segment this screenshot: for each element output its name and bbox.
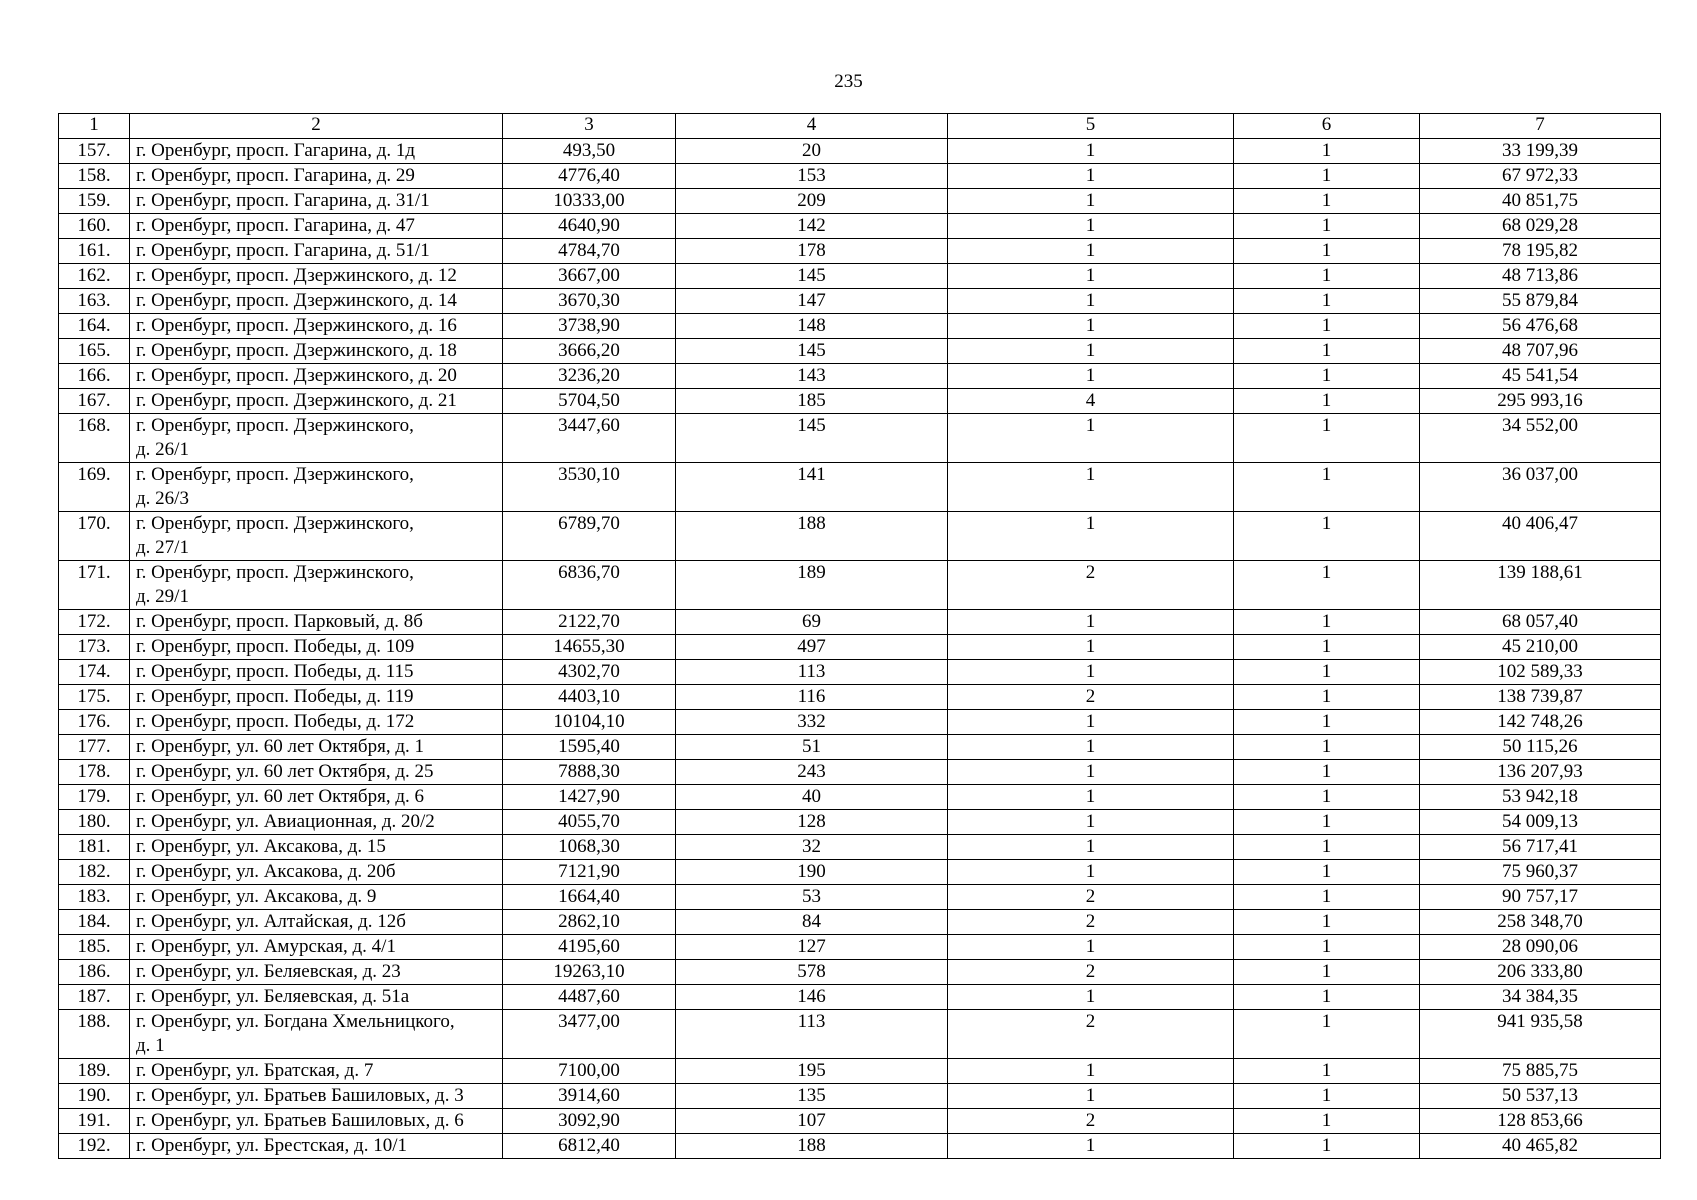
row-number: 171. <box>59 561 130 610</box>
table-row <box>59 635 1661 660</box>
col5-cell: 2 <box>948 960 1234 985</box>
address-cell: г. Оренбург, ул. Авиационная, д. 20/2 <box>130 810 503 835</box>
area-cell: 19263,10 <box>503 960 676 985</box>
amount-cell: 45 210,00 <box>1420 635 1661 660</box>
row-number: 181. <box>59 835 130 860</box>
row-number: 191. <box>59 1109 130 1134</box>
table-row <box>59 785 1661 810</box>
amount-cell: 75 960,37 <box>1420 860 1661 885</box>
area-cell: 3530,10 <box>503 463 676 512</box>
amount-cell: 28 090,06 <box>1420 935 1661 960</box>
row-number: 183. <box>59 885 130 910</box>
address-cell: г. Оренбург, просп. Дзержинского, д. 26/1 <box>130 414 503 463</box>
amount-cell: 138 739,87 <box>1420 685 1661 710</box>
col6-cell: 1 <box>1234 561 1420 610</box>
address-cell: г. Оренбург, ул. Амурская, д. 4/1 <box>130 935 503 960</box>
area-cell: 4302,70 <box>503 660 676 685</box>
row-number: 179. <box>59 785 130 810</box>
table-row <box>59 935 1661 960</box>
row-number: 157. <box>59 139 130 164</box>
count-cell: 84 <box>676 910 948 935</box>
row-number: 159. <box>59 189 130 214</box>
amount-cell: 40 851,75 <box>1420 189 1661 214</box>
col6-cell: 1 <box>1234 1109 1420 1134</box>
amount-cell: 67 972,33 <box>1420 164 1661 189</box>
row-number: 174. <box>59 660 130 685</box>
col6-cell: 1 <box>1234 785 1420 810</box>
table-row <box>59 710 1661 735</box>
amount-cell: 75 885,75 <box>1420 1059 1661 1084</box>
row-number: 169. <box>59 463 130 512</box>
count-cell: 188 <box>676 512 948 561</box>
count-cell: 189 <box>676 561 948 610</box>
col6-cell: 1 <box>1234 389 1420 414</box>
row-number: 188. <box>59 1010 130 1059</box>
col5-cell: 1 <box>948 339 1234 364</box>
count-cell: 146 <box>676 985 948 1010</box>
amount-cell: 136 207,93 <box>1420 760 1661 785</box>
address-cell: г. Оренбург, просп. Победы, д. 119 <box>130 685 503 710</box>
address-cell: г. Оренбург, ул. Богдана Хмельницкого, д. 1 <box>130 1010 503 1059</box>
amount-cell: 34 384,35 <box>1420 985 1661 1010</box>
count-cell: 145 <box>676 339 948 364</box>
count-cell: 53 <box>676 885 948 910</box>
count-cell: 578 <box>676 960 948 985</box>
row-number: 165. <box>59 339 130 364</box>
amount-cell: 54 009,13 <box>1420 810 1661 835</box>
amount-cell: 50 537,13 <box>1420 1084 1661 1109</box>
amount-cell: 50 115,26 <box>1420 735 1661 760</box>
count-cell: 113 <box>676 1010 948 1059</box>
col5-cell: 1 <box>948 760 1234 785</box>
amount-cell: 40 465,82 <box>1420 1134 1661 1159</box>
address-cell: г. Оренбург, ул. Алтайская, д. 12б <box>130 910 503 935</box>
amount-cell: 295 993,16 <box>1420 389 1661 414</box>
col6-cell: 1 <box>1234 610 1420 635</box>
area-cell: 3667,00 <box>503 264 676 289</box>
col5-cell: 1 <box>948 414 1234 463</box>
col5-cell: 1 <box>948 735 1234 760</box>
col6-cell: 1 <box>1234 164 1420 189</box>
count-cell: 143 <box>676 364 948 389</box>
row-number: 185. <box>59 935 130 960</box>
area-cell: 1664,40 <box>503 885 676 910</box>
area-cell: 4784,70 <box>503 239 676 264</box>
table-row <box>59 760 1661 785</box>
table-row <box>59 561 1661 610</box>
table-row <box>59 1109 1661 1134</box>
registry-table <box>58 113 1661 1159</box>
area-cell: 3477,00 <box>503 1010 676 1059</box>
col5-cell: 4 <box>948 389 1234 414</box>
row-number: 189. <box>59 1059 130 1084</box>
amount-cell: 102 589,33 <box>1420 660 1661 685</box>
col6-cell: 1 <box>1234 710 1420 735</box>
area-cell: 3092,90 <box>503 1109 676 1134</box>
count-cell: 185 <box>676 389 948 414</box>
count-cell: 135 <box>676 1084 948 1109</box>
table-row <box>59 214 1661 239</box>
col5-cell: 1 <box>948 164 1234 189</box>
table-row <box>59 414 1661 463</box>
area-cell: 3236,20 <box>503 364 676 389</box>
amount-cell: 68 057,40 <box>1420 610 1661 635</box>
address-cell: г. Оренбург, просп. Гагарина, д. 47 <box>130 214 503 239</box>
col6-cell: 1 <box>1234 364 1420 389</box>
col5-cell: 1 <box>948 512 1234 561</box>
col6-cell: 1 <box>1234 1010 1420 1059</box>
count-cell: 141 <box>676 463 948 512</box>
table-row <box>59 512 1661 561</box>
col6-cell: 1 <box>1234 660 1420 685</box>
amount-cell: 45 541,54 <box>1420 364 1661 389</box>
table-row <box>59 610 1661 635</box>
address-cell: г. Оренбург, просп. Дзержинского, д. 20 <box>130 364 503 389</box>
address-cell: г. Оренбург, просп. Дзержинского, д. 14 <box>130 289 503 314</box>
count-cell: 20 <box>676 139 948 164</box>
row-number: 177. <box>59 735 130 760</box>
col5-cell: 2 <box>948 1109 1234 1134</box>
count-cell: 142 <box>676 214 948 239</box>
row-number: 187. <box>59 985 130 1010</box>
col6-cell: 1 <box>1234 314 1420 339</box>
col5-cell: 1 <box>948 860 1234 885</box>
count-cell: 116 <box>676 685 948 710</box>
row-number: 163. <box>59 289 130 314</box>
row-number: 162. <box>59 264 130 289</box>
col5-cell: 1 <box>948 710 1234 735</box>
table-row <box>59 685 1661 710</box>
row-number: 178. <box>59 760 130 785</box>
amount-cell: 68 029,28 <box>1420 214 1661 239</box>
page-number: 235 <box>834 71 863 92</box>
col6-cell: 1 <box>1234 239 1420 264</box>
area-cell: 6836,70 <box>503 561 676 610</box>
address-cell: г. Оренбург, ул. Аксакова, д. 20б <box>130 860 503 885</box>
row-number: 172. <box>59 610 130 635</box>
col6-cell: 1 <box>1234 635 1420 660</box>
col5-cell: 1 <box>948 314 1234 339</box>
col5-cell: 2 <box>948 561 1234 610</box>
area-cell: 1068,30 <box>503 835 676 860</box>
count-cell: 243 <box>676 760 948 785</box>
address-cell: г. Оренбург, просп. Гагарина, д. 29 <box>130 164 503 189</box>
col5-cell: 1 <box>948 635 1234 660</box>
col5-cell: 1 <box>948 214 1234 239</box>
address-cell: г. Оренбург, просп. Дзержинского, д. 16 <box>130 314 503 339</box>
count-cell: 190 <box>676 860 948 885</box>
count-cell: 113 <box>676 660 948 685</box>
area-cell: 3738,90 <box>503 314 676 339</box>
count-cell: 51 <box>676 735 948 760</box>
area-cell: 7100,00 <box>503 1059 676 1084</box>
table-row <box>59 1084 1661 1109</box>
col5-cell: 1 <box>948 935 1234 960</box>
table-row <box>59 189 1661 214</box>
count-cell: 153 <box>676 164 948 189</box>
col5-cell: 2 <box>948 910 1234 935</box>
area-cell: 1427,90 <box>503 785 676 810</box>
amount-cell: 36 037,00 <box>1420 463 1661 512</box>
address-cell: г. Оренбург, просп. Гагарина, д. 31/1 <box>130 189 503 214</box>
table-row <box>59 164 1661 189</box>
column-header: 3 <box>503 114 676 139</box>
table-row <box>59 239 1661 264</box>
area-cell: 4195,60 <box>503 935 676 960</box>
table-row <box>59 264 1661 289</box>
col6-cell: 1 <box>1234 214 1420 239</box>
row-number: 186. <box>59 960 130 985</box>
col6-cell: 1 <box>1234 264 1420 289</box>
col5-cell: 1 <box>948 264 1234 289</box>
area-cell: 6812,40 <box>503 1134 676 1159</box>
address-cell: г. Оренбург, ул. Братская, д. 7 <box>130 1059 503 1084</box>
col6-cell: 1 <box>1234 985 1420 1010</box>
column-header: 1 <box>59 114 130 139</box>
col5-cell: 1 <box>948 985 1234 1010</box>
address-cell: г. Оренбург, ул. Братьев Башиловых, д. 6 <box>130 1109 503 1134</box>
area-cell: 7888,30 <box>503 760 676 785</box>
address-cell: г. Оренбург, просп. Победы, д. 109 <box>130 635 503 660</box>
address-cell: г. Оренбург, просп. Гагарина, д. 51/1 <box>130 239 503 264</box>
area-cell: 4055,70 <box>503 810 676 835</box>
row-number: 190. <box>59 1084 130 1109</box>
row-number: 167. <box>59 389 130 414</box>
col6-cell: 1 <box>1234 1059 1420 1084</box>
count-cell: 332 <box>676 710 948 735</box>
area-cell: 3447,60 <box>503 414 676 463</box>
row-number: 192. <box>59 1134 130 1159</box>
area-cell: 7121,90 <box>503 860 676 885</box>
area-cell: 4403,10 <box>503 685 676 710</box>
address-cell: г. Оренбург, просп. Гагарина, д. 1д <box>130 139 503 164</box>
address-cell: г. Оренбург, просп. Дзержинского, д. 29/1 <box>130 561 503 610</box>
table-row <box>59 364 1661 389</box>
col6-cell: 1 <box>1234 339 1420 364</box>
address-cell: г. Оренбург, ул. Аксакова, д. 15 <box>130 835 503 860</box>
col5-cell: 1 <box>948 239 1234 264</box>
row-number: 160. <box>59 214 130 239</box>
row-number: 168. <box>59 414 130 463</box>
col5-cell: 1 <box>948 785 1234 810</box>
table-row <box>59 1010 1661 1059</box>
col5-cell: 1 <box>948 835 1234 860</box>
table-row <box>59 463 1661 512</box>
col5-cell: 1 <box>948 610 1234 635</box>
row-number: 176. <box>59 710 130 735</box>
count-cell: 178 <box>676 239 948 264</box>
count-cell: 148 <box>676 314 948 339</box>
table-row <box>59 339 1661 364</box>
col6-cell: 1 <box>1234 685 1420 710</box>
address-cell: г. Оренбург, ул. Беляевская, д. 51а <box>130 985 503 1010</box>
col6-cell: 1 <box>1234 960 1420 985</box>
row-number: 182. <box>59 860 130 885</box>
col6-cell: 1 <box>1234 512 1420 561</box>
address-cell: г. Оренбург, просп. Парковый, д. 8б <box>130 610 503 635</box>
table-body <box>59 139 1661 1159</box>
amount-cell: 78 195,82 <box>1420 239 1661 264</box>
amount-cell: 55 879,84 <box>1420 289 1661 314</box>
count-cell: 69 <box>676 610 948 635</box>
table-row <box>59 735 1661 760</box>
col5-cell: 1 <box>948 810 1234 835</box>
table-row <box>59 985 1661 1010</box>
area-cell: 3914,60 <box>503 1084 676 1109</box>
col6-cell: 1 <box>1234 1134 1420 1159</box>
address-cell: г. Оренбург, просп. Дзержинского, д. 18 <box>130 339 503 364</box>
row-number: 158. <box>59 164 130 189</box>
address-cell: г. Оренбург, ул. Беляевская, д. 23 <box>130 960 503 985</box>
col6-cell: 1 <box>1234 139 1420 164</box>
column-header: 2 <box>130 114 503 139</box>
count-cell: 145 <box>676 264 948 289</box>
amount-cell: 139 188,61 <box>1420 561 1661 610</box>
table-row <box>59 660 1661 685</box>
area-cell: 6789,70 <box>503 512 676 561</box>
col5-cell: 2 <box>948 685 1234 710</box>
column-header: 4 <box>676 114 948 139</box>
count-cell: 497 <box>676 635 948 660</box>
col6-cell: 1 <box>1234 885 1420 910</box>
col6-cell: 1 <box>1234 910 1420 935</box>
col6-cell: 1 <box>1234 189 1420 214</box>
column-header: 5 <box>948 114 1234 139</box>
row-number: 184. <box>59 910 130 935</box>
table-header-row <box>59 114 1661 139</box>
table-row <box>59 960 1661 985</box>
address-cell: г. Оренбург, ул. 60 лет Октября, д. 25 <box>130 760 503 785</box>
col5-cell: 2 <box>948 1010 1234 1059</box>
amount-cell: 53 942,18 <box>1420 785 1661 810</box>
col6-cell: 1 <box>1234 835 1420 860</box>
address-cell: г. Оренбург, просп. Дзержинского, д. 12 <box>130 264 503 289</box>
col6-cell: 1 <box>1234 760 1420 785</box>
row-number: 180. <box>59 810 130 835</box>
col6-cell: 1 <box>1234 289 1420 314</box>
area-cell: 3670,30 <box>503 289 676 314</box>
col5-cell: 1 <box>948 189 1234 214</box>
count-cell: 147 <box>676 289 948 314</box>
col6-cell: 1 <box>1234 414 1420 463</box>
count-cell: 107 <box>676 1109 948 1134</box>
table-row <box>59 389 1661 414</box>
address-cell: г. Оренбург, ул. Аксакова, д. 9 <box>130 885 503 910</box>
table-row <box>59 139 1661 164</box>
table-row <box>59 1059 1661 1084</box>
count-cell: 127 <box>676 935 948 960</box>
count-cell: 145 <box>676 414 948 463</box>
col6-cell: 1 <box>1234 860 1420 885</box>
amount-cell: 206 333,80 <box>1420 960 1661 985</box>
col6-cell: 1 <box>1234 735 1420 760</box>
area-cell: 2122,70 <box>503 610 676 635</box>
amount-cell: 33 199,39 <box>1420 139 1661 164</box>
col5-cell: 1 <box>948 1084 1234 1109</box>
col5-cell: 2 <box>948 885 1234 910</box>
col5-cell: 1 <box>948 1059 1234 1084</box>
address-cell: г. Оренбург, просп. Дзержинского, д. 26/3 <box>130 463 503 512</box>
row-number: 164. <box>59 314 130 339</box>
column-header: 6 <box>1234 114 1420 139</box>
table-row <box>59 289 1661 314</box>
row-number: 173. <box>59 635 130 660</box>
col6-cell: 1 <box>1234 463 1420 512</box>
col6-cell: 1 <box>1234 1084 1420 1109</box>
count-cell: 188 <box>676 1134 948 1159</box>
col5-cell: 1 <box>948 463 1234 512</box>
address-cell: г. Оренбург, просп. Победы, д. 115 <box>130 660 503 685</box>
amount-cell: 56 717,41 <box>1420 835 1661 860</box>
row-number: 161. <box>59 239 130 264</box>
address-cell: г. Оренбург, ул. Братьев Башиловых, д. 3 <box>130 1084 503 1109</box>
col5-cell: 1 <box>948 364 1234 389</box>
amount-cell: 56 476,68 <box>1420 314 1661 339</box>
col5-cell: 1 <box>948 660 1234 685</box>
table-row <box>59 835 1661 860</box>
address-cell: г. Оренбург, ул. Брестская, д. 10/1 <box>130 1134 503 1159</box>
amount-cell: 941 935,58 <box>1420 1010 1661 1059</box>
address-cell: г. Оренбург, ул. 60 лет Октября, д. 1 <box>130 735 503 760</box>
table-row <box>59 1134 1661 1159</box>
col5-cell: 1 <box>948 1134 1234 1159</box>
col6-cell: 1 <box>1234 810 1420 835</box>
amount-cell: 34 552,00 <box>1420 414 1661 463</box>
table-row <box>59 860 1661 885</box>
area-cell: 2862,10 <box>503 910 676 935</box>
table-row <box>59 314 1661 339</box>
row-number: 166. <box>59 364 130 389</box>
amount-cell: 40 406,47 <box>1420 512 1661 561</box>
count-cell: 40 <box>676 785 948 810</box>
area-cell: 10104,10 <box>503 710 676 735</box>
area-cell: 14655,30 <box>503 635 676 660</box>
count-cell: 209 <box>676 189 948 214</box>
table-row <box>59 910 1661 935</box>
count-cell: 32 <box>676 835 948 860</box>
amount-cell: 90 757,17 <box>1420 885 1661 910</box>
area-cell: 10333,00 <box>503 189 676 214</box>
col5-cell: 1 <box>948 139 1234 164</box>
table-row <box>59 885 1661 910</box>
area-cell: 4776,40 <box>503 164 676 189</box>
address-cell: г. Оренбург, просп. Победы, д. 172 <box>130 710 503 735</box>
area-cell: 4640,90 <box>503 214 676 239</box>
area-cell: 493,50 <box>503 139 676 164</box>
table-row <box>59 810 1661 835</box>
column-header: 7 <box>1420 114 1661 139</box>
amount-cell: 142 748,26 <box>1420 710 1661 735</box>
count-cell: 195 <box>676 1059 948 1084</box>
row-number: 175. <box>59 685 130 710</box>
count-cell: 128 <box>676 810 948 835</box>
address-cell: г. Оренбург, ул. 60 лет Октября, д. 6 <box>130 785 503 810</box>
area-cell: 4487,60 <box>503 985 676 1010</box>
amount-cell: 258 348,70 <box>1420 910 1661 935</box>
col5-cell: 1 <box>948 289 1234 314</box>
area-cell: 3666,20 <box>503 339 676 364</box>
area-cell: 1595,40 <box>503 735 676 760</box>
address-cell: г. Оренбург, просп. Дзержинского, д. 27/1 <box>130 512 503 561</box>
amount-cell: 128 853,66 <box>1420 1109 1661 1134</box>
col6-cell: 1 <box>1234 935 1420 960</box>
area-cell: 5704,50 <box>503 389 676 414</box>
address-cell: г. Оренбург, просп. Дзержинского, д. 21 <box>130 389 503 414</box>
amount-cell: 48 707,96 <box>1420 339 1661 364</box>
amount-cell: 48 713,86 <box>1420 264 1661 289</box>
row-number: 170. <box>59 512 130 561</box>
